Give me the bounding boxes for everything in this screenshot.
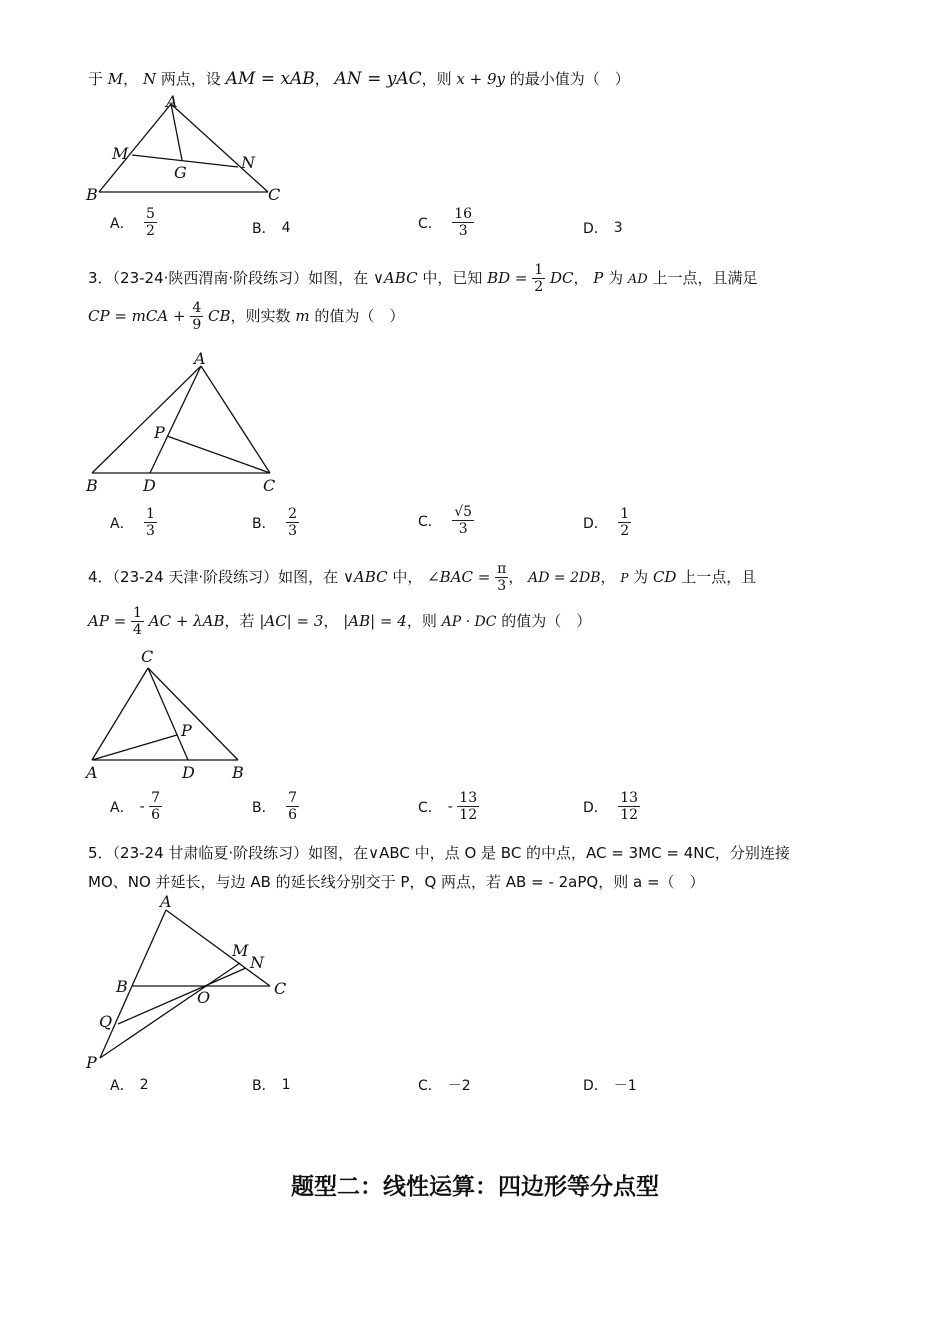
- q2-side-ab: [99, 104, 171, 192]
- q2-expression: x + 9y: [456, 70, 505, 88]
- q3-stem-line1: 3．（23-24·陕西渭南·阶段练习）如图，在 ∨ABC 中，已知 BD = $\frac{1}{2}$ DC， P 为 AD 上一点，且满足: [88, 262, 758, 295]
- q4-label-b: B: [232, 763, 244, 782]
- q5-label-n: N: [250, 953, 264, 972]
- q4-stem-line1: 4．（23-24 天津·阶段练习）如图，在 ∨ABC 中， ∠BAC = $\frac{\pi}{3}$ ， AD = 2DB， P 为 CD 上一点，且: [88, 561, 757, 594]
- q2-option-b[interactable]: B． 4: [252, 220, 291, 237]
- q3-stem-line2: CP = mCA + $\frac{4}{9}$ CB，则实数 m 的值为（ ）: [88, 300, 405, 333]
- q5-option-d[interactable]: D． －1: [583, 1078, 637, 1094]
- q4-label-c: C: [141, 647, 154, 666]
- q2-label-b: B: [86, 185, 98, 204]
- q3-option-a[interactable]: A． $\frac{1}{3}$: [110, 506, 155, 539]
- q2-option-a[interactable]: A． $\frac{5}{2}$: [110, 206, 155, 239]
- q5-label-q: Q: [99, 1012, 113, 1031]
- q2-option-c[interactable]: C． $\frac{16}{3}$: [418, 206, 473, 239]
- q5-label-a: A: [160, 892, 172, 911]
- q2-figure: [82, 92, 292, 207]
- q2-label-m: M: [112, 144, 129, 163]
- q5-stem-line2: MO、NO 并延长，与边 AB 的延长线分别交于 P，Q 两点，若 AB = - 2aPQ，则 a =（ ）: [88, 873, 705, 891]
- q5-line-nq: [118, 968, 246, 1024]
- q5-option-b[interactable]: B． 1: [252, 1077, 291, 1094]
- q2-label-c: C: [268, 185, 281, 204]
- q3-side-ac: [201, 366, 270, 473]
- q3-option-c[interactable]: C． $\frac{√5}{3}$: [418, 504, 473, 537]
- q3-label-d: D: [143, 476, 156, 495]
- q2-vector-an: AN = yAC: [334, 69, 422, 89]
- q3-option-d[interactable]: D． $\frac{1}{2}$: [583, 506, 630, 539]
- q5-option-a[interactable]: A． 2: [110, 1077, 149, 1094]
- q3-segment-cp: [167, 436, 270, 473]
- q2-label-g: G: [174, 163, 187, 182]
- q4-option-d[interactable]: D． $\frac{13}{12}$: [583, 790, 639, 823]
- q4-figure: [80, 644, 260, 784]
- q4-label-p: P: [181, 721, 192, 740]
- q4-option-c[interactable]: C． - $\frac{13}{12}$: [418, 790, 478, 823]
- q3-label-a: A: [194, 349, 206, 368]
- q3-option-b[interactable]: B． $\frac{2}{3}$: [252, 506, 297, 539]
- q3-label-c: C: [263, 476, 276, 495]
- q2-label-a: A: [166, 92, 178, 111]
- q5-figure: [80, 890, 300, 1075]
- q2-point-n: N: [142, 70, 157, 88]
- q3-side-ab: [92, 366, 201, 473]
- q5-label-p: P: [86, 1053, 97, 1072]
- q3-label-b: B: [86, 476, 98, 495]
- q5-side-ac: [166, 910, 270, 986]
- q2-stem-line: 于 M， N 两点，设 AM = xAB， AN = yAC，则 x + 9y 的最小值为（ ）: [88, 69, 630, 89]
- q4-label-d: D: [182, 763, 195, 782]
- q4-side-bc: [148, 668, 238, 760]
- q5-stem-line1: 5．（23-24 甘肃临夏·阶段练习）如图，在∨ABC 中，点 O 是 BC 的中点，AC = 3MC = 4NC，分别连接: [88, 844, 790, 862]
- section-title: 题型二：线性运算：四边形等分点型: [291, 1174, 659, 1200]
- q3-segment-ad: [150, 366, 201, 473]
- q4-stem-line2: AP = $\frac{1}{4}$ AC + λAB，若 |AC| = 3， |AB| = 4，则 AP · DC 的值为（ ）: [88, 605, 592, 638]
- q5-label-o: O: [197, 988, 211, 1007]
- q5-option-c[interactable]: C． －2: [418, 1078, 471, 1094]
- q4-label-a: A: [86, 763, 98, 782]
- q4-option-a[interactable]: A． - $\frac{7}{6}$: [110, 790, 161, 823]
- q3-figure: [80, 344, 290, 496]
- q2-point-m: M: [107, 70, 124, 88]
- q3-label-p: P: [154, 423, 165, 442]
- q5-side-ab: [132, 910, 166, 986]
- q5-label-c: C: [274, 979, 287, 998]
- q2-label-n: N: [241, 153, 255, 172]
- q5-label-b: B: [116, 977, 128, 996]
- q4-segment-cd: [148, 668, 188, 760]
- q4-option-b[interactable]: B． $\frac{7}{6}$: [252, 790, 297, 823]
- q2-vector-am: AM = xAB: [225, 69, 315, 89]
- q5-label-m: M: [232, 941, 249, 960]
- q3-triangle: ∨ABC: [372, 269, 418, 287]
- q2-option-d[interactable]: D． 3: [583, 220, 623, 237]
